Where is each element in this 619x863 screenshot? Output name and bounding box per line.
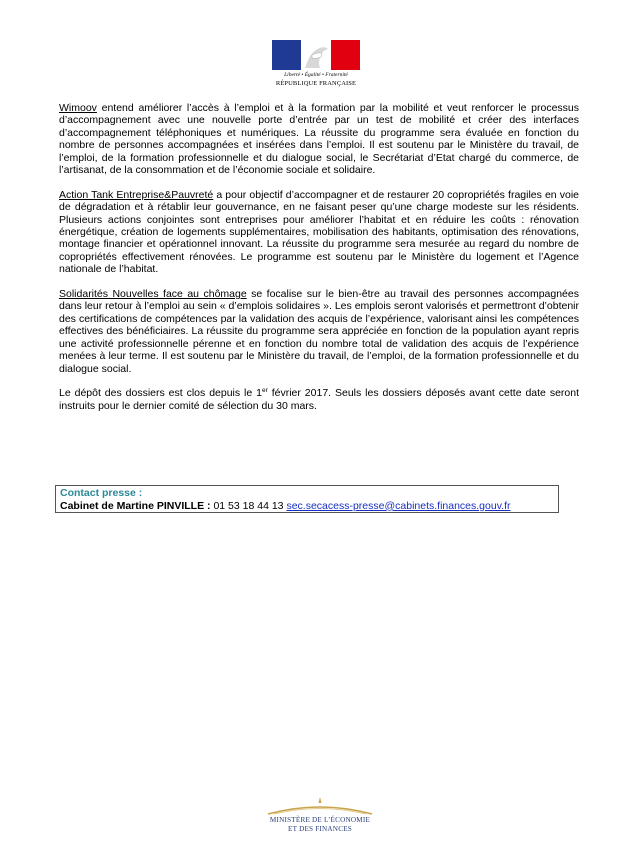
republic-motto: Liberté • Égalité • Fraternité <box>284 72 348 78</box>
paragraph-deadline <box>59 387 579 412</box>
republique-francaise-label: RÉPUBLIQUE FRANÇAISE <box>275 80 357 87</box>
ministry-name-line2: ET DES FINANCES <box>288 824 352 833</box>
cabinet-name: Cabinet de Martine PINVILLE : <box>60 499 211 512</box>
paragraph-wimoov <box>59 102 579 176</box>
ministry-arc-icon <box>254 794 386 816</box>
ordinal-superscript: er <box>262 387 268 395</box>
paragraph-text: a pour objectif d’accompagner et de restaurer 20 copropriétés fragiles en voie de dégradation et à rétablir leur gouvernance, en ne faisant peser qu’une charge modeste sur les résidents. Plusieurs actions conjointes sont entreprises pour améliorer l’habitat et en réduire les coûts : rénovation énergétique, création de logements supplémentaires, mobilisation des habitants, optimisation des rénovations, montage financier et opérationnel innovant. La réussite du programme sera mesurée au regard du nombre de copropriétés effectivement rénovées. Le programme est soutenu par le Ministère du logement et l’Agence nationale de l’habitat. <box>59 188 580 276</box>
deadline-text-start: Le dépôt des dossiers est clos depuis le 1 <box>59 387 262 400</box>
ministere-economie-logo <box>254 794 386 846</box>
ministry-name <box>254 816 386 833</box>
contact-title: Contact presse : <box>60 487 143 499</box>
paragraph-action-tank <box>59 189 579 276</box>
marianne-flag-icon <box>272 40 360 70</box>
press-release-body <box>59 102 579 425</box>
org-name: Solidarités Nouvelles face au chômage <box>59 288 247 301</box>
paragraph-text: entend améliorer l’accès à l’emploi et à la formation par la mobilité et veut renforcer le processus d’accompagnement avec une nouvelle porte d’entrée par un test de mobilité et créer des interfaces d’accompagnement téléphoniques et numériques. La réussite du programme sera évaluée en fonction du nombre de personnes accompagnées et insérées dans l’emploi. Il est soutenu par le Ministère du travail, de l’emploi, de la formation professionnelle et du dialogue social, le Secrétariat d’Etat chargé du commerce, de l’artisanat, de la consommation et de l’économie sociale et solidaire. <box>59 102 579 177</box>
press-contact-box <box>55 485 559 513</box>
org-name: Wimoov <box>59 102 97 114</box>
republique-francaise-logo <box>272 40 360 98</box>
contact-phone: 01 53 18 44 13 <box>210 499 287 512</box>
org-name: Action Tank Entreprise&Pauvreté <box>59 188 214 201</box>
deadline-text-end: février 2017. Seuls les dossiers déposés avant cette date seront instruits pour le dernier comité de sélection du 30 mars. <box>59 387 579 412</box>
paragraph-text: se focalise sur le bien-être au travail des personnes accompagnées dans leur retour à l’emploi au sein « d’emplois solidaires ». Les emplois seront valorisés et permettront d’obtenir des certifications de compétences par la validation des acquis de l’expérience, valorisant ainsi les compétences effectives des bénéficiaires. La réussite du programme sera appréciée en fonction de la population ayant repris une activité professionnelle pérenne et en fonction du nombre total de validation des acquis de l’expérience menées à leur terme. Il est soutenu par le Ministère du travail, de l’emploi, de la formation professionnelle et du dialogue social. <box>59 288 579 375</box>
contact-email-link[interactable]: sec.secacess-presse@cabinets.finances.gouv.fr <box>286 499 511 512</box>
ministry-name-line1: MINISTÈRE DE L’ÉCONOMIE <box>269 816 371 824</box>
contact-line <box>60 500 554 513</box>
paragraph-solidarites-nouvelles <box>59 288 579 375</box>
